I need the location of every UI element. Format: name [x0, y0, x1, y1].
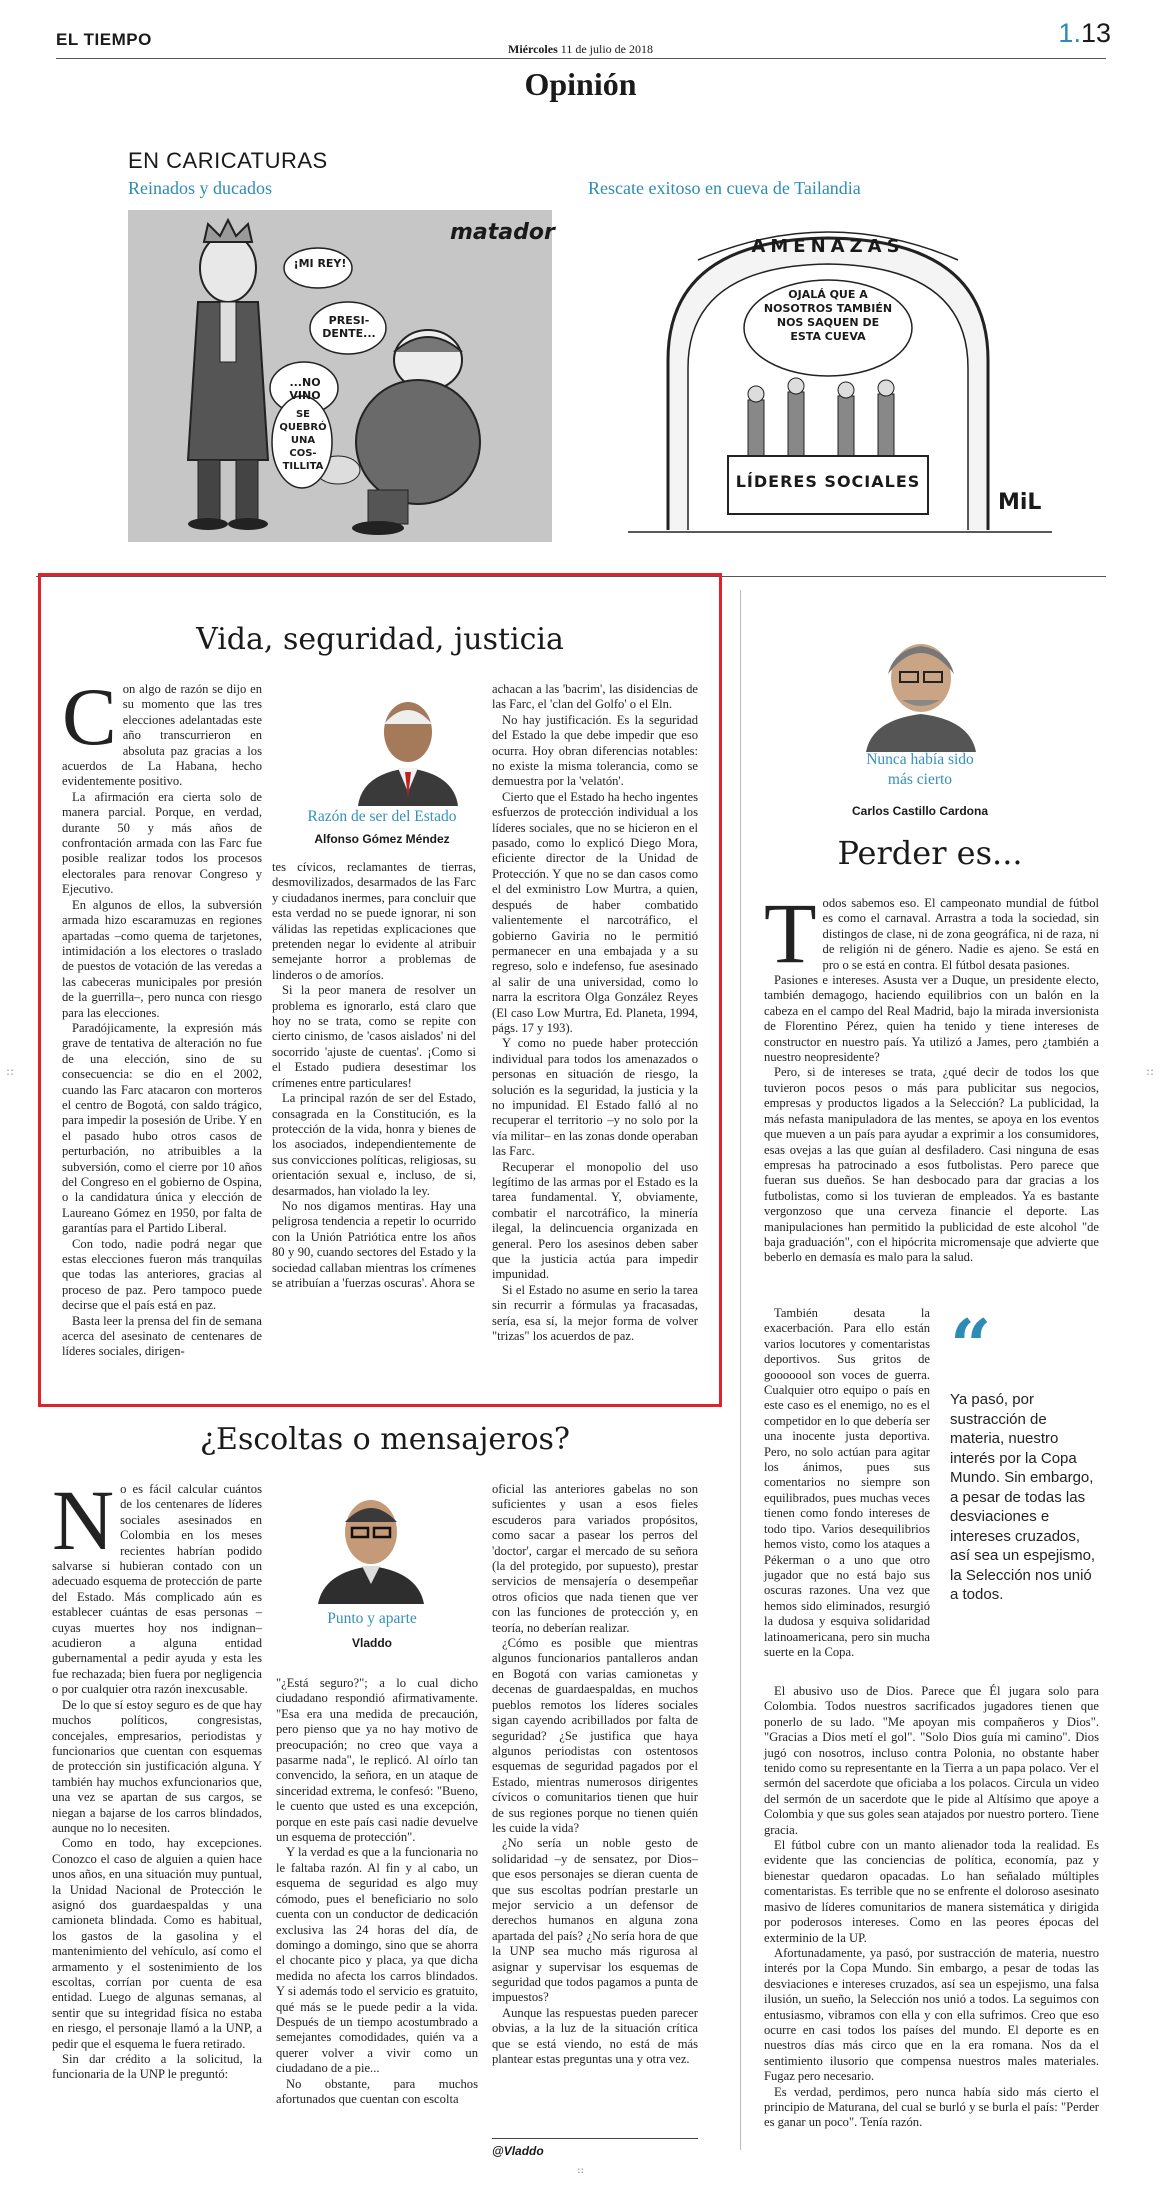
- article-2-pull-quote-text: Ya pasó, por sustracción de materia, nuestro interés por la Copa Mundo. Sin embargo, a pesar de todas las desviaciones e intereses cruzados, así sea un espejismo, la Selección nos unió a todos.: [950, 1391, 1096, 1603]
- cartoon-left-bubble-2: PRESI- DENTE...: [322, 314, 376, 340]
- article-2-headline: Perder es...: [837, 834, 1023, 872]
- article-3-paragraph: Como en todo, hay excepciones. Conozco el caso de alguien a quien hace unos años, en una situación muy puntual, la Unidad Nacional de Protección le asignó dos guardaespaldas y una camioneta blindada. Como es habitual, los gastos de la gasolina y el mantenimiento del vehículo, así como el armamento y el sostenimiento de los escoltas, corrían por cuenta de esa entidad. Luego de algunas semanas, al sentir que su integridad física no estaba en riesgo, el personaje llamó a la UNP, a pedir que el esquema le fuera retirado.: [52, 1836, 262, 2051]
- cartoon-left: [128, 210, 555, 542]
- cartoon-left-bubble-1: ¡MI REY!: [293, 257, 347, 270]
- article-3-paragraph: Sin dar crédito a la solicitud, la funcionaria de la UNP le preguntó:: [52, 2052, 262, 2082]
- article-3-col-3: [492, 1482, 698, 2067]
- masthead: EL TIEMPO: [56, 30, 152, 49]
- quote-mark-icon: “: [950, 1303, 992, 1388]
- article-1-paragraph: No nos digamos mentiras. Hay una peligrosa tendencia a repetir lo ocurrido con la Unión Patriótica entre los años 80 y 90, cuando sectores del Estado y la sociedad callaban mientras los crímenes se atribuían a 'fuerzas oscuras'. Ahora se: [272, 1198, 476, 1290]
- article-2-col-top: [764, 885, 1099, 1266]
- article-2-paragraph: El abusivo uso de Dios. Parece que Él jugara solo para Colombia. Todos nuestros sacrificados jugadores tienen que ponerlo de su lado. "Me apoyan mis compañeros y Dios". "Gracias a Dios metí el gol". "Solo Dios guía mi camino". Dios jugó con nosotros, incluso contra Polonia, no obstante haber tenido como su representante en la Tierra a un papa polaco. Ver el sermón del sacerdote que oficiaba a los polacos. Circula un video del sermón de un sacerdote que le pide al Altísimo que apoye a Colombia y que sus goles sean atajados por nuestro portero. Tiene gracia.: [764, 1684, 1099, 1837]
- article-2-paragraph: También desata la exacerbación. Para ello están varios locutores y comentaristas deportivos. Sus gritos de gooooool son voces de guerra. Cualquier otro equipo o país en este caso es el enemigo, no es el competidor en lo que debería ser una inocente justa deportiva. Pero, no solo actúan para agitar los ánimos, pues sus comentarios no siempre son equilibrados, pues muchas veces tienen como fondo intereses de todo tipo. Varios desequilibrios hemos visto, como los ataques a Pékerman o a uno que otro jugador que no está bajo sus oscuras razones. Una vez que hemos sido eliminados, resurgió la dudosa y esquiva solidaridad latinoamericana, pero sin mucha suerte en la Copa.: [764, 1306, 930, 1659]
- page-number-section: 1.: [1058, 18, 1081, 48]
- article-1-column-name: Razón de ser del Estado: [307, 808, 457, 825]
- article-1-dropcap: C: [62, 671, 117, 762]
- article-3-paragraph: "¿Está seguro?"; a lo cual dicho ciudadano respondió afirmativamente. "Esa era una medida de precaución, pero pienso que ya no hay motivo de preocupación; no creo que vaya a pasarme nada", le replicó. Al oírlo tan convencido, la señora, en un ataque de sinceridad extrema, le confesó: "Bueno, le cuento que usted es una excepción, porque en este país casi nadie devuelve un esquema de protección".: [276, 1676, 478, 1845]
- article-3-paragraph: ¿No sería un noble gesto de solidaridad –y de sensatez, por Dios– que esos personajes se dieran cuenta de que sus escoltas podrían prestarle un mejor servicio a un defensor de derechos humanos en alguna zona apartada del país? ¿No sería hora de que la UNP sea mucho más rigurosa al asignar y supervisar los esquemas de seguridad que todos pagamos a punta de impuestos?: [492, 1836, 698, 2005]
- article-1-author: Alfonso Gómez Méndez: [314, 832, 450, 846]
- margin-marker-right: ::: [1146, 1064, 1155, 1078]
- date-rest: 11 de julio de 2018: [560, 42, 653, 56]
- article-1-paragraph: En algunos de ellos, la subversión armada hizo escaramuzas en regiones apartadas –como quema de tarjetones, intimidación a los electores o traslado de puestos de votación de las veredas a las cabeceras municipales por presión de la guerrilla–, pero nunca con riesgo para las elecciones.: [62, 897, 262, 1020]
- article-2-paragraph: Pero, si de intereses se trata, ¿qué decir de todos los que tuvieron pocos pesos o más para publicitar sus negocios, empresas y productos ligados a la Selección? La publicidad, la más nefasta manipuladora de las mentes, se apoya en los eventos que mueven a un país para ayudar a exprimir a los consumidores, esas ovejas a las que guían al desfiladero. Casi ninguna de esas empresas ha patrocinado a esos futbolistas. Pero parece que fueran sus dueños. Se han desbocado para dar gracias a los futbolistas, como si los tuvieran de empleados. Ya es bastante vergonzoso que una cerveza financie el deporte. Las manipulaciones han permitido la publicidad de este alcohol "de baja graduación", con el hipócrita micromensaje que advierte que beberlo en demasía es malo para la salud.: [764, 1065, 1099, 1265]
- article-2-paragraph: Pasiones e intereses. Asusta ver a Duque, un presidente electo, también demagogo, haciendo equilibrios con un balón en la cabeza en el campo del Real Madrid, bajo la mirada inversionista de Florentino Pérez, quien ha tenido y tiene intereses de constructor en nuestro país. Ya utilizó a James, pero ¿también a nuestro neopresidente?: [764, 973, 1099, 1065]
- article-1-col-3: [492, 682, 698, 1344]
- article-3-author-photo: [312, 1484, 430, 1604]
- article-3-paragraph: Y la verdad es que a la funcionaria no le faltaba razón. Al fin y al cabo, un esquema de seguridad es algo muy cómodo, pues el beneficiario no solo cuenta con un conductor de dedicación exclusiva las 24 horas del día, de domingo a domingo, sino que se ahorra el chocante pico y placa, ya que dicha medida no afecta los carros blindados. Y si además todo el servicio es gratuito, qué más se le puede pedir a la vida. Después de un tiempo acostumbrado a semejantes comodidades, quién va a querer volver a vivir como un ciudadano de a pie...: [276, 1845, 478, 2076]
- article-2-author-photo: [858, 628, 984, 752]
- article-2-pull-quote: [950, 1303, 1100, 1605]
- cartoon-left-bubble-4: SE QUEBRÓ UNA COS- TILLITA: [279, 409, 327, 472]
- article-2-col-bottom: [764, 1684, 1099, 2131]
- page-number: [1058, 18, 1111, 49]
- article-1-paragraph: Con todo, nadie podrá negar que estas elecciones fueron más tranquilas que todas las anteriores, gracias al proceso de paz. Pero tampoco puede decirse que el país está en paz.: [62, 1236, 262, 1313]
- article-1-paragraph: Basta leer la prensa del fin de semana acerca del asesinato de centenares de líderes sociales, dirigen-: [62, 1313, 262, 1359]
- article-1-paragraph: No hay justificación. Es la seguridad del Estado la que debe impedir que eso ocurra. Hoy obran diferencias notables: no existe la misma tolerancia, como se demuestra por la 'velatón'.: [492, 712, 698, 789]
- article-3-dropcap: N: [52, 1472, 115, 1568]
- article-3-paragraph: o es fácil calcular cuántos de los centenares de líderes sociales asesinados en Colombia en los meses recientes habrían podido salvarse si hubieran contado con un adecuado esquema de protección de parte del Estado. Más complicado aún es establecer cuántas de esas personas –cuyas muertes hoy nos indignan– acudieron a alguna entidad gubernamental a pedir ayuda y esta les fue rechazada; bien fuera por negligencia o por cualquier otra razón inexcusable.: [52, 1482, 262, 1697]
- article-1-paragraph: on algo de razón se dijo en su momento que las tres elecciones adelantadas este año transcurrieron en absoluta paz gracias a los acuerdos de La Habana, hecho evidentemente positivo.: [62, 682, 262, 789]
- article-2-paragraph: Es verdad, perdimos, pero nunca había sido más cierto el principio de Maturana, del cual se burló y se burla el país: "Perder es ganar un poco". Tenía razón.: [764, 2084, 1099, 2130]
- article-2-column-name: Nunca había sido más cierto: [866, 751, 974, 788]
- cartoon-left-bubble-3: ...NO VINO: [289, 376, 321, 402]
- date-day: Miércoles: [508, 42, 558, 56]
- bottom-marker: ::: [577, 2165, 584, 2176]
- article-1-paragraph: tes cívicos, reclamantes de tierras, desmovilizados, desarmados de las Farc y ciudadanos inermes, para concluir que esta verdad no se puede ignorar, ni son válidas las repetidas explicaciones que pretenden negar lo evidente al atribuir semejante horror a problemas de linderos o de amoríos.: [272, 860, 476, 982]
- article-1-paragraph: Si el Estado no asume en serio la tarea sin recurrir a fórmulas ya fracasadas, sería, esa sí, la mejor forma de volver "trizas" los acuerdos de paz.: [492, 1282, 698, 1344]
- dateline: [0, 42, 1161, 57]
- cartoon-right: [628, 210, 1052, 542]
- section-title: Opinión: [524, 66, 637, 102]
- article-3-paragraph: Aunque las respuestas pueden parecer obvias, a la luz de la situación crítica que se está viendo, no está de más plantear estas preguntas una y otra vez.: [492, 2005, 698, 2067]
- cartoon-right-drawing: [628, 210, 1052, 542]
- author-photo-vladdo: [312, 1484, 430, 1604]
- margin-marker-left: ::: [6, 1064, 15, 1078]
- article-1-paragraph: Cierto que el Estado ha hecho ingentes esfuerzos de protección individual a los líderes sociales, que no se hicieron en el pasado, como lo explicó Diego Mora, eficiente director de la Unidad de Protección. Y que no se dan casos como el del exministro Low Murtra, a quien, después de haber combatido valientemente el narcotráfico, el gobierno Gaviria no le permitió permanecer en una embajada y a su regreso, solo e indefenso, fue asesinado al salir de una universidad, como lo narra la escritora Olga González Reyes (El caso Low Murtra, Ed. Planeta, 1994, págs. 17 y 193).: [492, 789, 698, 1035]
- article-2-paragraph: Afortunadamente, ya pasó, por sustracción de materia, nuestro interés por la Copa Mundo. Sin embargo, a pesar de todas las desviaciones e intereses cruzados, así sea un espejismo, una falsa ilusión, un sueño, la Selección nos unió a todos. La seguimos con entusiasmo, vibramos con ella y con ella sufrimos. Creo que eso ocurre en casi todos los países del mundo. El deporte es en nuestros días más circo que en la era romana. Nos da el sentimiento ilusorio que compensa nuestros males materiales. Fugaz pero necesario.: [764, 1945, 1099, 2084]
- cartoon-right-artist: MiL: [998, 490, 1042, 515]
- article-1-paragraph: Recuperar el monopolio del uso legítimo de las armas por el Estado es la tarea fundamental. Y, obviamente, combatir el narcotráfico, la minería ilegal, la delincuencia organizada en general. Pero los asesinos deben saber que la justicia actúa para impedir impunidad.: [492, 1159, 698, 1282]
- article-3-author: Vladdo: [351, 1636, 392, 1650]
- article-1-author-photo: [348, 688, 468, 806]
- signature-rule: [492, 2138, 698, 2139]
- column-divider: [740, 590, 741, 2150]
- article-3-paragraph: ¿Cómo es posible que mientras algunos funcionarios pantalleros andan en Bogotá con varias camionetas y decenas de guardaespaldas, en muchos pueblos remotos los líderes sociales sigan cayendo acribillados por falta de seguridad? ¿Se justifica que haya algunos periodistas con ostentosos esquemas de seguridad pagados por el Estado, mientras numerosos dirigentes cívicos o comunitarios tienen que huir de sus regiones porque no tienen quién les cuide la vida?: [492, 1636, 698, 1835]
- page-number-page: 13: [1080, 18, 1111, 48]
- article-1-col-1: [62, 671, 262, 1360]
- cartoon-right-title: Rescate exitoso en cueva de Tailandia: [588, 178, 861, 198]
- cartoon-left-title: Reinados y ducados: [128, 178, 272, 198]
- article-3-paragraph: No obstante, para muchos afortunados que cuentan con escolta: [276, 2076, 478, 2106]
- author-photo-gomez: [348, 688, 468, 806]
- author-photo-castillo: [858, 628, 984, 752]
- article-3-headline: ¿Escoltas o mensajeros?: [199, 1422, 571, 1457]
- article-1-paragraph: Paradójicamente, la expresión más grave de tentativa de alteración no fue de una elección, sino de su consecuencia: se dio en el 2002, cuando las Farc atacaron con morteros el centro de Bogotá, con saldo trágico, para impedir la posesión de Uribe. Y en el pasado hubo otros casos de perturbación, no atribuibles a la subversión, como el cierre por 10 años del Congreso en el gobierno de Ospina, o la candidatura única y elección de Laureano Gómez en 1950, por falta de garantías para el Partido Liberal.: [62, 1020, 262, 1236]
- article-2-dropcap: T: [764, 885, 817, 981]
- cartoon-right-sign: LÍDERES SOCIALES: [735, 472, 921, 491]
- article-2-paragraph: El fútbol cubre con un manto alienador toda la realidad. Es evidente que las conciencias de política, economía, paz y bienestar quedaron opacadas. Lo han señalado múltiples comentaristas. Es terrible que no se enfrente el doloroso asesinato masivo de líderes comunitarios de manera sistemática y dirigida por poderosos intereses. Como en las peores épocas del exterminio de la UP.: [764, 1838, 1099, 1945]
- article-1-headline: Vida, seguridad, justicia: [196, 622, 564, 657]
- article-1-paragraph: Y como no puede haber protección individual para todos los amenazados o personas en situación de riesgo, la solución es la seguridad, la justicia y la no impunidad. El Estado falló al no recuperar el territorio –y no solo por la vía militar– en las zonas donde operaban las Farc.: [492, 1036, 698, 1159]
- article-3-signature: @Vladdo: [492, 2144, 544, 2158]
- article-2-col-narrow: [764, 1306, 930, 1660]
- article-1-paragraph: Si la peor manera de resolver un problema es ignorarlo, está claro que hoy no se trata, como se repite con cierto cinismo, de 'casos aislados' ni del socorrido 'ajuste de cuentas'. ¡Como si el Estado pudiera desestimar los crímenes entre particulares!: [272, 983, 476, 1090]
- cartoon-left-artist: matador: [450, 220, 555, 245]
- article-2-paragraph: odos sabemos eso. El campeonato mundial de fútbol es como el carnaval. Arrastra a toda la sociedad, sin distingos de clase, ni de zona geográfica, ni de raza, ni de religión ni de género. Nadie es ajeno. Se está en pro o se está en contra. El fútbol desata pasiones.: [822, 896, 1099, 972]
- cartoon-right-arch-label: AMENAZAS: [751, 236, 905, 257]
- article-3-column-name: Punto y aparte: [327, 1610, 417, 1627]
- top-rule: [56, 58, 1106, 59]
- article-1-paragraph: achacan a las 'bacrim', las disidencias de las Farc, el 'clan del Golfo' o el Eln.: [492, 682, 698, 712]
- article-1-col-2: [272, 860, 476, 1291]
- article-3-paragraph: De lo que sí estoy seguro es de que hay muchos políticos, congresistas, concejales, empresarios, periodistas y funcionarios que cuentan con esquemas de protección sin justificación alguna. Y también hay muchos exfuncionarios que, una vez se apartan de sus cargos, se niegan a bajarse de los carros blindados, aunque no lo necesiten.: [52, 1697, 262, 1835]
- article-1-paragraph: La principal razón de ser del Estado, consagrada en la Constitución, es la protección de la vida, honra y bienes de los asociados, independientemente de sus convicciones políticas, religiosas, su orientación sexual e, incluso, de si, desarmados, han violado la ley.: [272, 1091, 476, 1198]
- article-3-paragraph: oficial las anteriores gabelas no son suficientes y usan a esos fieles escuderos para variados propósitos, como sacar a pasear los perros del 'doctor', cargar el mercado de su señora (la del protegido, por supuesto), prestar servicios de mensajería o desempeñar otros oficios que nada tienen que ver con las funciones de protección y, en teoría, no deberían realizar.: [492, 1482, 698, 1635]
- cartoon-right-bubble: OJALÁ QUE A NOSOTROS TAMBIÉN NOS SAQUEN DE ESTA CUEVA: [763, 288, 893, 343]
- article-1-paragraph: La afirmación era cierta solo de manera parcial. Porque, en verdad, durante 50 y más años de confrontación armada con las Farc fue posible realizar todos los procesos electorales para renovar Congreso y Ejecutivo.: [62, 789, 262, 897]
- article-3-col-1: [52, 1472, 262, 2083]
- cartoons-heading: EN CARICATURAS: [128, 148, 328, 173]
- article-3-col-2: [276, 1676, 478, 2107]
- article-2-author: Carlos Castillo Cardona: [851, 804, 989, 818]
